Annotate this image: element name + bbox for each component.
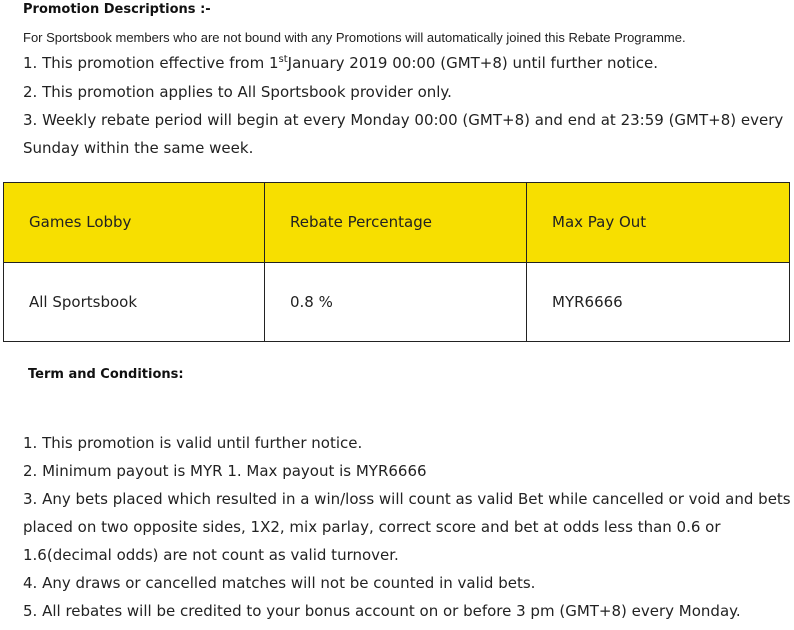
terms-line-1: 1. This promotion is valid until further notice.: [23, 434, 363, 452]
rebate-table: [3, 182, 790, 342]
header-games-lobby: Games Lobby: [4, 183, 265, 263]
promotion-item-1: [23, 54, 658, 72]
table-row: [4, 262, 790, 342]
terms-line-2: 2. Minimum payout is MYR 1. Max payout is MYR6666: [23, 462, 427, 480]
terms-line-5: 1.6(decimal odds) are not count as valid turnover.: [23, 546, 399, 564]
promotion-item-2: 2. This promotion applies to All Sportsbook provider only.: [23, 83, 452, 101]
cell-rebate-percentage: 0.8 %: [265, 262, 527, 342]
terms-line-7: 5. All rebates will be credited to your bonus account on or before 3 pm (GMT+8) every Monday.: [23, 602, 741, 620]
header-rebate-percentage: Rebate Percentage: [265, 183, 527, 263]
promotion-heading: Promotion Descriptions :-: [23, 2, 211, 17]
terms-title: Term and Conditions:: [28, 367, 184, 382]
cell-max-pay-out: MYR6666: [527, 262, 790, 342]
promotion-item-3-line-2: Sunday within the same week.: [23, 139, 254, 157]
terms-line-6: 4. Any draws or cancelled matches will not be counted in valid bets.: [23, 574, 536, 592]
promotion-item-3-line-1: 3. Weekly rebate period will begin at every Monday 00:00 (GMT+8) and end at 23:59 (GMT+8) every: [23, 111, 784, 129]
header-max-pay-out: Max Pay Out: [527, 183, 790, 263]
terms-line-3: 3. Any bets placed which resulted in a win/loss will count as valid Bet while cancelled or void and bets: [23, 490, 791, 508]
promotion-item-1-suffix: st: [278, 54, 288, 65]
promotion-item-1-start: 1. This promotion effective from 1: [23, 54, 279, 72]
promotion-item-1-end: January 2019 00:00 (GMT+8) until further notice.: [287, 54, 659, 72]
terms-line-4: placed on two opposite sides, 1X2, mix parlay, correct score and bet at odds less than 0.6 or: [23, 518, 721, 536]
cell-games-lobby: All Sportsbook: [4, 262, 265, 342]
rebate-table-header-row: [4, 183, 790, 263]
promotion-intro: For Sportsbook members who are not bound with any Promotions will automatically joined this Rebate Programme.: [23, 30, 686, 45]
